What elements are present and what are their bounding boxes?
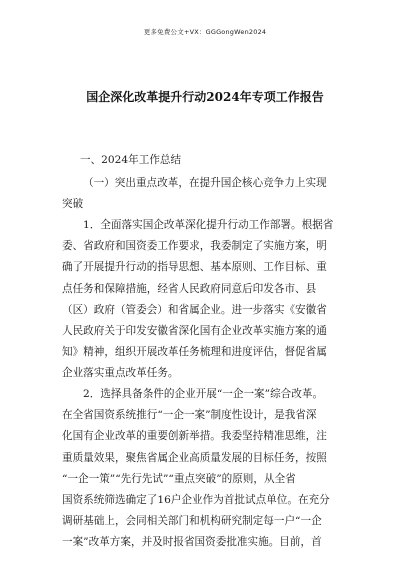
text-line: 调研基础上，会同相关部门和机构研究制定每一户“一企 (62, 515, 322, 528)
text-line: 2．选择具备条件的企业开展“一企一案”综合改革。 (83, 388, 324, 400)
section-heading: 一、2024年工作总结 (80, 154, 182, 166)
text-line: （一）突出重点改革，在提升国企核心竞争力上实现 (83, 177, 327, 189)
text-line: 在全省国资系统推行“一企一案”制度性设计，是我省深 (62, 409, 317, 422)
paragraph (62, 384, 352, 554)
text-line: 1．全面落实国企改革深化提升行动工作部署。根据省 (83, 219, 334, 231)
subsection-heading (62, 173, 352, 215)
text-line: 企业落实重点改革任务。 (62, 367, 179, 380)
text-line: 人民政府关于印发安徽省深化国有企业改革实施方案的通 (62, 325, 327, 338)
text-line: 突破 (62, 198, 84, 211)
text-line: 一案”改革方案，并及时报省国资委批准实施。目前，首 (62, 536, 322, 549)
text-line: 国资系统筛选确定了16户企业作为首批试点单位。在充分 (62, 494, 330, 507)
paragraph (62, 215, 352, 385)
text-line: 化国有企业改革的重要创新举措。我委坚持精准思维，注 (62, 430, 327, 443)
header-note: 更多免费公文+VX：GGGongWen2024 (143, 28, 267, 36)
text-line: 委、省政府和国资委工作要求，我委制定了实施方案，明 (62, 240, 327, 253)
text-line: （区）政府（管委会）和省属企业。进一步落实《安徽省 (62, 303, 327, 316)
page-title: 国企深化改革提升行动2024年专项工作报告 (86, 90, 324, 104)
text-line: 点任务和保障措施，经省人民政府同意后印发各市、县 (62, 282, 317, 295)
text-line: 知》精神，组织开展改革任务梳理和进度评估，督促省属 (62, 346, 327, 359)
text-line: “一企一策”“先行先试”“重点突破”的原则，从全省 (62, 472, 296, 485)
text-line: 确了开展提升行动的指导思想、基本原则、工作目标、重 (62, 261, 327, 274)
text-line: 重质量效果，聚焦省属企业高质量发展的目标任务，按照 (62, 451, 327, 464)
